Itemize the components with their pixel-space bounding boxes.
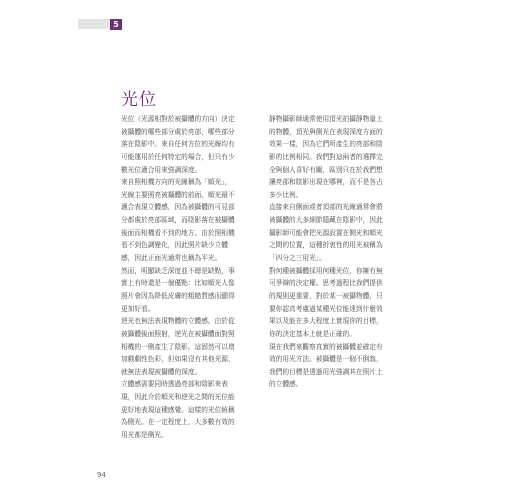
text-line: 現，因此介於順光和逆光之間的光位能 (121, 393, 235, 402)
text-line: 光線主要照亮被攝體的前面。順光最不 (121, 190, 235, 199)
page-title: 光位 (121, 90, 157, 110)
chapter-tab-bar (78, 19, 110, 29)
text-line: 照片會因為降低皮膚的粗糙質感而顯得 (121, 291, 235, 300)
text-line: 靜物攝影師通常使用頂光拍攝靜物量上 (269, 115, 383, 123)
text-line: 讓亮部和陰影出現在哪裡，而不是各占 (269, 178, 383, 187)
text-line: 的規則更重要，對於某一被攝物體，只 (269, 291, 383, 300)
text-line: 實上有時還是一個優點：比如順光人像 (121, 279, 235, 288)
text-line: 對何種被攝體採用何種光位，你擁有無 (269, 266, 383, 275)
text-line: 感，因此正面光通常也稱為平光。 (121, 254, 222, 263)
text-line: 直接來自側面或者頂部的光線通常會將 (269, 203, 383, 212)
text-line: 全與個人喜好有關，區別只在於我們想 (269, 165, 383, 174)
text-line: 為側光。在一定程度上，大多數有效的 (121, 418, 235, 427)
text-line: 你的決定基本上就是正確的。 (269, 329, 356, 338)
text-line: 我們的目標是透過用光強調其在照片上 (269, 367, 383, 376)
text-line: 看不到色調變化，因此照片缺少立體 (121, 241, 228, 250)
text-line: 光位（光源相對於被攝體的方向）決定 (121, 115, 235, 123)
text-line: 「四分之三用光」。 (269, 254, 326, 263)
text-line: 可能運用於任何特定的場合，但只有少 (121, 152, 235, 161)
text-line: 相機的一側產生了陰影。這固然可以增 (121, 342, 235, 351)
text-line: 數光位適合用來強調深度。 (121, 165, 202, 174)
text-line: 被攝體的大多細節隱藏在陰影中，因此 (269, 216, 383, 225)
body-text-right-column (269, 113, 404, 391)
text-line: 就無法表現被攝體的深度。 (121, 367, 202, 376)
text-line: 立體感需要同時透過亮部和陰影來表 (121, 380, 228, 389)
text-line: 來自照相機方向的光線稱為「順光」， (121, 178, 232, 187)
text-line: 多少比例。 (269, 190, 303, 199)
text-line: 加戲劇性色彩，但如果沒有其他光源， (121, 355, 235, 364)
text-line: 可爭辯的決定權。思考過程比我們提供 (269, 279, 383, 288)
text-line: 更好地表現這種感覺。這樣的光位統稱 (121, 405, 235, 414)
text-line: 現在我們來觀察真實的被攝體並確定有 (269, 342, 383, 351)
text-line: 用光都是側光。 (121, 431, 168, 440)
text-line: 適合表現立體感，因為被攝體的可見部 (121, 203, 235, 212)
text-line: 影的比例相同。我們對這兩者的選擇完 (269, 152, 383, 161)
chapter-number-badge: 5 (110, 19, 122, 30)
text-line: 落在陰影中。來自任何方位的光線均有 (121, 140, 235, 149)
text-line: 攝影師可能會把光源設置在側光和順光 (269, 228, 383, 237)
text-line: 之間的位置，這種折衷性的用光被稱為 (269, 241, 383, 250)
text-line: 被攝體後面照射，逆光在被攝體面對照 (121, 329, 235, 338)
text-line: 要你認真考慮過某種光位能達到什麼效 (269, 304, 383, 313)
text-line: 逆光也無法表現物體的立體感。由於從 (121, 317, 235, 326)
text-line: 分都處於亮部區域，而陰影落在被攝體 (121, 216, 235, 225)
text-line: 的物體，頂光與側光在表現深度方面的 (269, 127, 383, 136)
page-number: 94 (97, 471, 106, 479)
text-line: 效果一樣，因為它們所產生的亮部和陰 (269, 140, 383, 149)
text-line: 然而，明顯缺乏深度並不總是缺點，事 (121, 266, 235, 275)
text-line: 被攝體的哪些部分處於亮部，哪些部分 (121, 127, 235, 136)
text-line: 後面而相機看不到的地方。由於照相機 (121, 228, 235, 237)
text-line: 的立體感。 (269, 380, 303, 389)
text-line: 更加好看。 (121, 304, 155, 313)
body-text-left-column (121, 113, 257, 442)
text-line: 果以及能在多大程度上實現你的目標， (269, 317, 383, 326)
text-line: 效的用光方法。被攝體是一個不倒翁， (269, 355, 383, 364)
